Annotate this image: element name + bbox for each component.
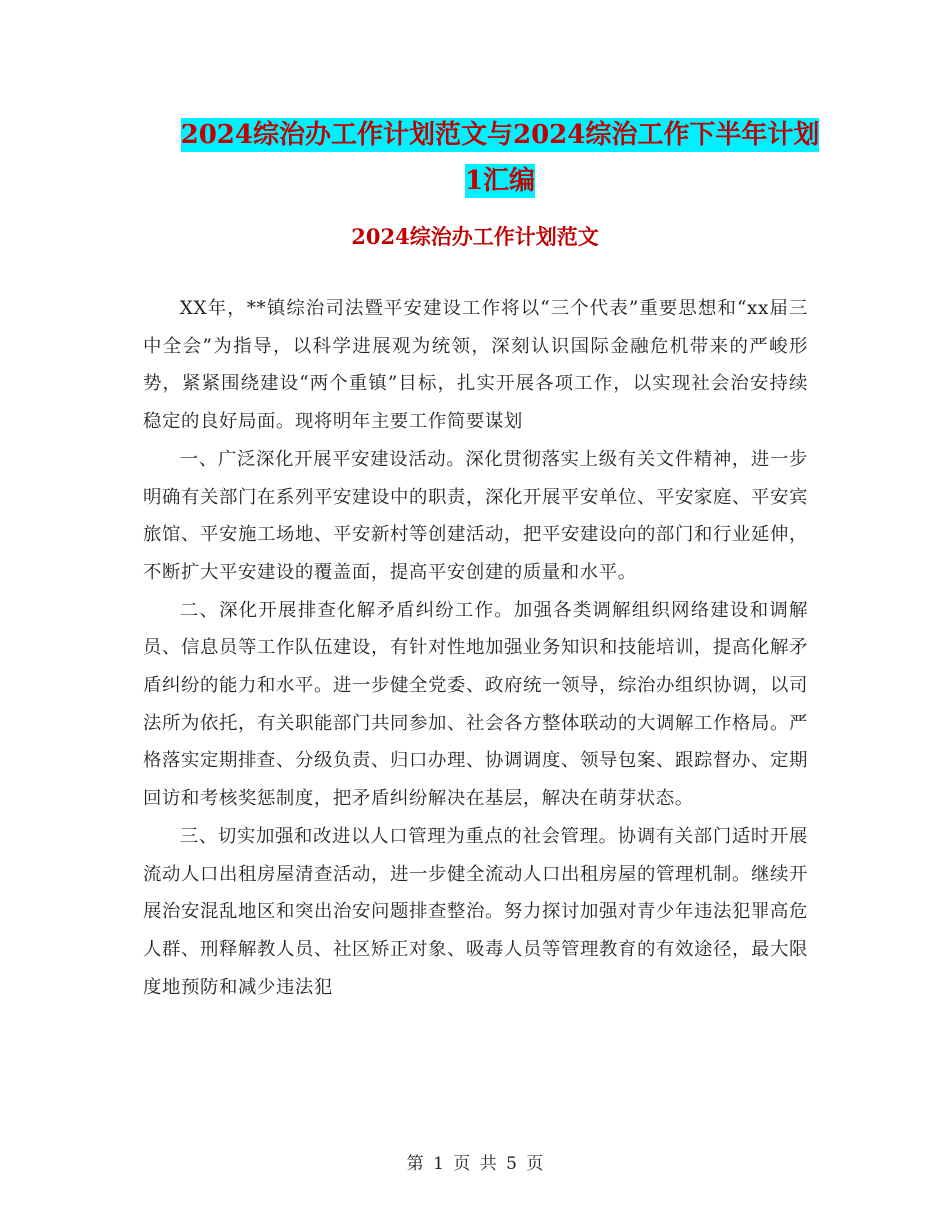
paragraph-item-1: 一、广泛深化开展平安建设活动。深化贯彻落实上级有关文件精神，进一步明确有关部门在系列平安建设中的职责，深化开展平安单位、平安家庭、平安宾旅馆、平安施工场地、平安新村等创建活动，把平安建设向的部门和行业延伸，不断扩大平安建设的覆盖面，提高平安创建的质量和水平。 (143, 448, 808, 583)
section-title: 2024综治办工作计划范文 (351, 224, 599, 249)
paragraph-item-2: 二、深化开展排查化解矛盾纠纷工作。加强各类调解组织网络建设和调解员、信息员等工作队伍建设，有针对性地加强业务知识和技能培训，提高化解矛盾纠纷的能力和水平。进一步健全党委、政府统一领导，综治办组织协调，以司法所为依托，有关职能部门共同参加、社会各方整体联动的大调解工作格局。严格落实定期排查、分级负责、归口办理、协调调度、领导包案、跟踪督办、定期回访和考核奖惩制度，把矛盾纠纷解决在基层，解决在萌芽状态。 (143, 599, 808, 810)
document-title (140, 112, 860, 204)
page-footer: 第 1 页 共 5 页 (406, 1154, 544, 1174)
paragraph-item-3: 三、切实加强和改进以人口管理为重点的社会管理。协调有关部门适时开展流动人口出租房屋清查活动，进一步健全流动人口出租房屋的管理机制。继续开展治安混乱地区和突出治安问题排查整治。努力探讨加强对青少年违法犯罪高危人群、刑释解教人员、社区矫正对象、吸毒人员等管理教育的有效途径，最大限度地预防和减少违法犯 (143, 825, 808, 998)
document-title-line-1: 2024综治办工作计划范文与2024综治工作下半年计划 (180, 120, 820, 150)
document-body (143, 290, 808, 1006)
paragraph-intro: XX年，**镇综治司法暨平安建设工作将以“三个代表”重要思想和“xx届三中全会”为指导，以科学进展观为统领，深刻认识国际金融危机带来的严峻形势，紧紧围绕建设“两个重镇”目标，扎实开展各项工作，以实现社会治安持续稳定的良好局面。现将明年主要工作简要谋划 (143, 298, 808, 433)
document-title-line-2: 1汇编 (464, 166, 536, 196)
